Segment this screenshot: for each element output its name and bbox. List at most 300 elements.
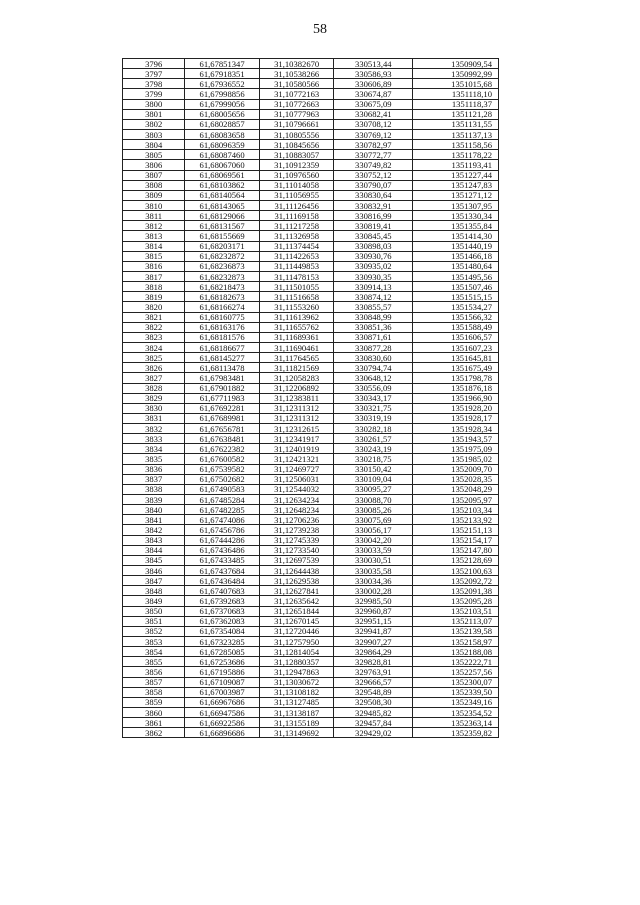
point-number-cell: 3859 [123,697,185,707]
longitude-cell: 31,10382670 [259,59,334,69]
y-coordinate-cell: 1351928,17 [413,413,499,423]
table-row [123,251,499,261]
x-coordinate-cell: 330095,27 [334,484,413,494]
longitude-cell: 31,13138187 [259,708,334,718]
latitude-cell: 61,67983481 [185,373,260,383]
latitude-cell: 61,68103862 [185,180,260,190]
point-number-cell: 3799 [123,89,185,99]
longitude-cell: 31,11217258 [259,221,334,231]
longitude-cell: 31,10772663 [259,99,334,109]
latitude-cell: 61,68160775 [185,312,260,322]
latitude-cell: 61,68155669 [185,231,260,241]
x-coordinate-cell: 330606,89 [334,79,413,89]
y-coordinate-cell: 1352222,71 [413,657,499,667]
x-coordinate-cell: 330816,99 [334,211,413,221]
point-number-cell: 3858 [123,687,185,697]
y-coordinate-cell: 1352103,34 [413,505,499,515]
latitude-cell: 61,67362083 [185,616,260,626]
table-row [123,718,499,728]
table-row [123,373,499,383]
x-coordinate-cell: 330261,57 [334,434,413,444]
table-row [123,292,499,302]
longitude-cell: 31,12629538 [259,576,334,586]
x-coordinate-cell: 329828,81 [334,657,413,667]
point-number-cell: 3839 [123,495,185,505]
longitude-cell: 31,12544032 [259,484,334,494]
y-coordinate-cell: 1351943,57 [413,434,499,444]
latitude-cell: 61,67370683 [185,606,260,616]
longitude-cell: 31,12312615 [259,424,334,434]
longitude-cell: 31,12720446 [259,626,334,636]
x-coordinate-cell: 330085,26 [334,505,413,515]
table-row [123,353,499,363]
table-row [123,454,499,464]
longitude-cell: 31,12706236 [259,515,334,525]
point-number-cell: 3838 [123,484,185,494]
point-number-cell: 3850 [123,606,185,616]
x-coordinate-cell: 330752,12 [334,170,413,180]
point-number-cell: 3817 [123,271,185,281]
table-row [123,69,499,79]
latitude-cell: 61,67392683 [185,596,260,606]
x-coordinate-cell: 329907,27 [334,637,413,647]
y-coordinate-cell: 1351928,20 [413,403,499,413]
longitude-cell: 31,13149692 [259,728,334,738]
point-number-cell: 3835 [123,454,185,464]
x-coordinate-cell: 330782,97 [334,140,413,150]
x-coordinate-cell: 330056,17 [334,525,413,535]
point-number-cell: 3809 [123,190,185,200]
latitude-cell: 61,67998856 [185,89,260,99]
x-coordinate-cell: 329457,84 [334,718,413,728]
y-coordinate-cell: 1352095,28 [413,596,499,606]
y-coordinate-cell: 1352095,97 [413,495,499,505]
table-row [123,576,499,586]
point-number-cell: 3821 [123,312,185,322]
longitude-cell: 31,11655762 [259,322,334,332]
point-number-cell: 3820 [123,302,185,312]
latitude-cell: 61,67600582 [185,454,260,464]
latitude-cell: 61,67195886 [185,667,260,677]
latitude-cell: 61,67474086 [185,515,260,525]
y-coordinate-cell: 1352349,16 [413,697,499,707]
longitude-cell: 31,11014058 [259,180,334,190]
y-coordinate-cell: 1350909,54 [413,59,499,69]
longitude-cell: 31,13127485 [259,697,334,707]
x-coordinate-cell: 330586,93 [334,69,413,79]
longitude-cell: 31,12644438 [259,566,334,576]
table-row [123,697,499,707]
x-coordinate-cell: 330034,36 [334,576,413,586]
table-row [123,657,499,667]
latitude-cell: 61,68143065 [185,200,260,210]
latitude-cell: 61,68186677 [185,342,260,352]
latitude-cell: 61,68145277 [185,353,260,363]
point-number-cell: 3813 [123,231,185,241]
table-row [123,312,499,322]
latitude-cell: 61,67253686 [185,657,260,667]
y-coordinate-cell: 1351227,44 [413,170,499,180]
x-coordinate-cell: 330772,77 [334,150,413,160]
longitude-cell: 31,13108182 [259,687,334,697]
longitude-cell: 31,11422653 [259,251,334,261]
latitude-cell: 61,67638481 [185,434,260,444]
y-coordinate-cell: 1351178,22 [413,150,499,160]
point-number-cell: 3818 [123,282,185,292]
table-row [123,200,499,210]
table-row [123,383,499,393]
y-coordinate-cell: 1351271,12 [413,190,499,200]
latitude-cell: 61,68163176 [185,322,260,332]
table-row [123,119,499,129]
longitude-cell: 31,10777963 [259,109,334,119]
x-coordinate-cell: 330930,35 [334,271,413,281]
y-coordinate-cell: 1351507,46 [413,282,499,292]
longitude-cell: 31,12421321 [259,454,334,464]
longitude-cell: 31,12401919 [259,444,334,454]
longitude-cell: 31,12757950 [259,637,334,647]
x-coordinate-cell: 330674,87 [334,89,413,99]
longitude-cell: 31,11056955 [259,190,334,200]
x-coordinate-cell: 330682,41 [334,109,413,119]
longitude-cell: 31,10772163 [259,89,334,99]
y-coordinate-cell: 1352048,29 [413,484,499,494]
table-row [123,271,499,281]
latitude-cell: 61,67354084 [185,626,260,636]
table-row [123,424,499,434]
table-row [123,647,499,657]
x-coordinate-cell: 329508,30 [334,697,413,707]
y-coordinate-cell: 1352354,52 [413,708,499,718]
longitude-cell: 31,12058283 [259,373,334,383]
point-number-cell: 3833 [123,434,185,444]
x-coordinate-cell: 330150,42 [334,464,413,474]
longitude-cell: 31,10580566 [259,79,334,89]
point-number-cell: 3855 [123,657,185,667]
point-number-cell: 3852 [123,626,185,636]
point-number-cell: 3806 [123,160,185,170]
table-row [123,393,499,403]
y-coordinate-cell: 1351015,68 [413,79,499,89]
y-coordinate-cell: 1350992,99 [413,69,499,79]
latitude-cell: 61,67851347 [185,59,260,69]
point-number-cell: 3815 [123,251,185,261]
latitude-cell: 61,67482285 [185,505,260,515]
longitude-cell: 31,10538266 [259,69,334,79]
y-coordinate-cell: 1351928,34 [413,424,499,434]
longitude-cell: 31,11326958 [259,231,334,241]
y-coordinate-cell: 1352028,35 [413,474,499,484]
latitude-cell: 61,67003987 [185,687,260,697]
latitude-cell: 61,67323285 [185,637,260,647]
latitude-cell: 61,68140564 [185,190,260,200]
table-row [123,444,499,454]
latitude-cell: 61,67444286 [185,535,260,545]
x-coordinate-cell: 330035,58 [334,566,413,576]
point-number-cell: 3796 [123,59,185,69]
y-coordinate-cell: 1351675,49 [413,363,499,373]
x-coordinate-cell: 330708,12 [334,119,413,129]
longitude-cell: 31,12880357 [259,657,334,667]
x-coordinate-cell: 330319,19 [334,413,413,423]
x-coordinate-cell: 330877,28 [334,342,413,352]
table-row [123,282,499,292]
latitude-cell: 61,67656781 [185,424,260,434]
x-coordinate-cell: 330848,99 [334,312,413,322]
y-coordinate-cell: 1351131,55 [413,119,499,129]
longitude-cell: 31,11478153 [259,271,334,281]
point-number-cell: 3837 [123,474,185,484]
y-coordinate-cell: 1352128,69 [413,555,499,565]
x-coordinate-cell: 330556,09 [334,383,413,393]
table-row [123,403,499,413]
longitude-cell: 31,11553260 [259,302,334,312]
latitude-cell: 61,67436486 [185,545,260,555]
longitude-cell: 31,11613962 [259,312,334,322]
y-coordinate-cell: 1351566,32 [413,312,499,322]
y-coordinate-cell: 1351137,13 [413,129,499,139]
point-number-cell: 3836 [123,464,185,474]
y-coordinate-cell: 1352151,13 [413,525,499,535]
longitude-cell: 31,10912359 [259,160,334,170]
y-coordinate-cell: 1352257,56 [413,667,499,677]
point-number-cell: 3828 [123,383,185,393]
y-coordinate-cell: 1351534,27 [413,302,499,312]
y-coordinate-cell: 1351121,28 [413,109,499,119]
table-row [123,687,499,697]
x-coordinate-cell: 330109,04 [334,474,413,484]
latitude-cell: 61,68096359 [185,140,260,150]
table-row [123,140,499,150]
x-coordinate-cell: 329985,50 [334,596,413,606]
y-coordinate-cell: 1352300,07 [413,677,499,687]
point-number-cell: 3853 [123,637,185,647]
x-coordinate-cell: 330033,59 [334,545,413,555]
longitude-cell: 31,12670145 [259,616,334,626]
latitude-cell: 61,68203171 [185,241,260,251]
x-coordinate-cell: 330855,57 [334,302,413,312]
latitude-cell: 61,67502682 [185,474,260,484]
point-number-cell: 3825 [123,353,185,363]
latitude-cell: 61,68005656 [185,109,260,119]
table-row [123,170,499,180]
x-coordinate-cell: 330042,20 [334,535,413,545]
point-number-cell: 3843 [123,535,185,545]
x-coordinate-cell: 330002,28 [334,586,413,596]
y-coordinate-cell: 1352339,50 [413,687,499,697]
x-coordinate-cell: 329941,87 [334,626,413,636]
y-coordinate-cell: 1352147,80 [413,545,499,555]
longitude-cell: 31,11689361 [259,332,334,342]
longitude-cell: 31,12947863 [259,667,334,677]
table-row [123,728,499,738]
table-row [123,322,499,332]
latitude-cell: 61,68166274 [185,302,260,312]
y-coordinate-cell: 1352113,07 [413,616,499,626]
x-coordinate-cell: 330830,64 [334,190,413,200]
point-number-cell: 3834 [123,444,185,454]
latitude-cell: 61,67918351 [185,69,260,79]
longitude-cell: 31,12206892 [259,383,334,393]
table-row [123,332,499,342]
table-row [123,190,499,200]
y-coordinate-cell: 1351440,19 [413,241,499,251]
y-coordinate-cell: 1352359,82 [413,728,499,738]
longitude-cell: 31,12634234 [259,495,334,505]
y-coordinate-cell: 1352363,14 [413,718,499,728]
table-row [123,474,499,484]
table-row [123,626,499,636]
table-row [123,596,499,606]
point-number-cell: 3808 [123,180,185,190]
table-row [123,606,499,616]
latitude-cell: 61,68087460 [185,150,260,160]
latitude-cell: 61,68028857 [185,119,260,129]
latitude-cell: 61,68232872 [185,251,260,261]
point-number-cell: 3804 [123,140,185,150]
y-coordinate-cell: 1351966,90 [413,393,499,403]
latitude-cell: 61,68069561 [185,170,260,180]
x-coordinate-cell: 330930,76 [334,251,413,261]
point-number-cell: 3797 [123,69,185,79]
point-number-cell: 3845 [123,555,185,565]
table-row [123,302,499,312]
point-number-cell: 3810 [123,200,185,210]
table-row [123,434,499,444]
y-coordinate-cell: 1352091,38 [413,586,499,596]
table-row [123,150,499,160]
longitude-cell: 31,10805556 [259,129,334,139]
x-coordinate-cell: 330914,13 [334,282,413,292]
point-number-cell: 3816 [123,261,185,271]
latitude-cell: 61,67485284 [185,495,260,505]
longitude-cell: 31,12383811 [259,393,334,403]
point-number-cell: 3832 [123,424,185,434]
y-coordinate-cell: 1352154,17 [413,535,499,545]
latitude-cell: 61,68067060 [185,160,260,170]
table-row [123,667,499,677]
latitude-cell: 61,66967686 [185,697,260,707]
table-row [123,525,499,535]
y-coordinate-cell: 1351798,78 [413,373,499,383]
x-coordinate-cell: 329763,91 [334,667,413,677]
latitude-cell: 61,66922586 [185,718,260,728]
longitude-cell: 31,12635642 [259,596,334,606]
latitude-cell: 61,68218473 [185,282,260,292]
y-coordinate-cell: 1351307,95 [413,200,499,210]
table-row [123,495,499,505]
table-row [123,129,499,139]
y-coordinate-cell: 1351466,18 [413,251,499,261]
latitude-cell: 61,67109087 [185,677,260,687]
latitude-cell: 61,67689981 [185,413,260,423]
y-coordinate-cell: 1351975,09 [413,444,499,454]
point-number-cell: 3800 [123,99,185,109]
table-row [123,555,499,565]
longitude-cell: 31,11764565 [259,353,334,363]
latitude-cell: 61,67999056 [185,99,260,109]
x-coordinate-cell: 329864,29 [334,647,413,657]
table-row [123,241,499,251]
latitude-cell: 61,68232873 [185,271,260,281]
point-number-cell: 3856 [123,667,185,677]
table-row [123,261,499,271]
y-coordinate-cell: 1351480,64 [413,261,499,271]
x-coordinate-cell: 330675,09 [334,99,413,109]
longitude-cell: 31,12814054 [259,647,334,657]
latitude-cell: 61,66896686 [185,728,260,738]
table-row [123,89,499,99]
y-coordinate-cell: 1351118,10 [413,89,499,99]
point-number-cell: 3801 [123,109,185,119]
y-coordinate-cell: 1352158,97 [413,637,499,647]
y-coordinate-cell: 1351515,15 [413,292,499,302]
longitude-cell: 31,12311312 [259,403,334,413]
x-coordinate-cell: 330790,07 [334,180,413,190]
x-coordinate-cell: 329951,15 [334,616,413,626]
latitude-cell: 61,67711983 [185,393,260,403]
latitude-cell: 61,67433485 [185,555,260,565]
longitude-cell: 31,11169158 [259,211,334,221]
longitude-cell: 31,10976560 [259,170,334,180]
latitude-cell: 61,67539582 [185,464,260,474]
point-number-cell: 3827 [123,373,185,383]
point-number-cell: 3846 [123,566,185,576]
y-coordinate-cell: 1351607,23 [413,342,499,352]
table-row [123,79,499,89]
longitude-cell: 31,12311312 [259,413,334,423]
table-row [123,109,499,119]
point-number-cell: 3807 [123,170,185,180]
point-number-cell: 3829 [123,393,185,403]
latitude-cell: 61,68131567 [185,221,260,231]
x-coordinate-cell: 329666,57 [334,677,413,687]
table-row [123,342,499,352]
y-coordinate-cell: 1351193,41 [413,160,499,170]
x-coordinate-cell: 330282,18 [334,424,413,434]
longitude-cell: 31,13155189 [259,718,334,728]
point-number-cell: 3841 [123,515,185,525]
y-coordinate-cell: 1351645,81 [413,353,499,363]
y-coordinate-cell: 1351330,34 [413,211,499,221]
x-coordinate-cell: 330851,36 [334,322,413,332]
point-number-cell: 3802 [123,119,185,129]
point-number-cell: 3849 [123,596,185,606]
latitude-cell: 61,67692281 [185,403,260,413]
table-row [123,413,499,423]
x-coordinate-cell: 329485,82 [334,708,413,718]
y-coordinate-cell: 1351588,49 [413,322,499,332]
point-number-cell: 3830 [123,403,185,413]
y-coordinate-cell: 1351876,18 [413,383,499,393]
point-number-cell: 3851 [123,616,185,626]
table-row [123,505,499,515]
x-coordinate-cell: 330871,61 [334,332,413,342]
table-row [123,535,499,545]
table-row [123,180,499,190]
longitude-cell: 31,11690461 [259,342,334,352]
latitude-cell: 61,67407683 [185,586,260,596]
x-coordinate-cell: 330769,12 [334,129,413,139]
x-coordinate-cell: 330874,12 [334,292,413,302]
x-coordinate-cell: 330845,45 [334,231,413,241]
table-row [123,708,499,718]
point-number-cell: 3798 [123,79,185,89]
point-number-cell: 3823 [123,332,185,342]
table-row [123,637,499,647]
y-coordinate-cell: 1352100,63 [413,566,499,576]
y-coordinate-cell: 1352139,58 [413,626,499,636]
